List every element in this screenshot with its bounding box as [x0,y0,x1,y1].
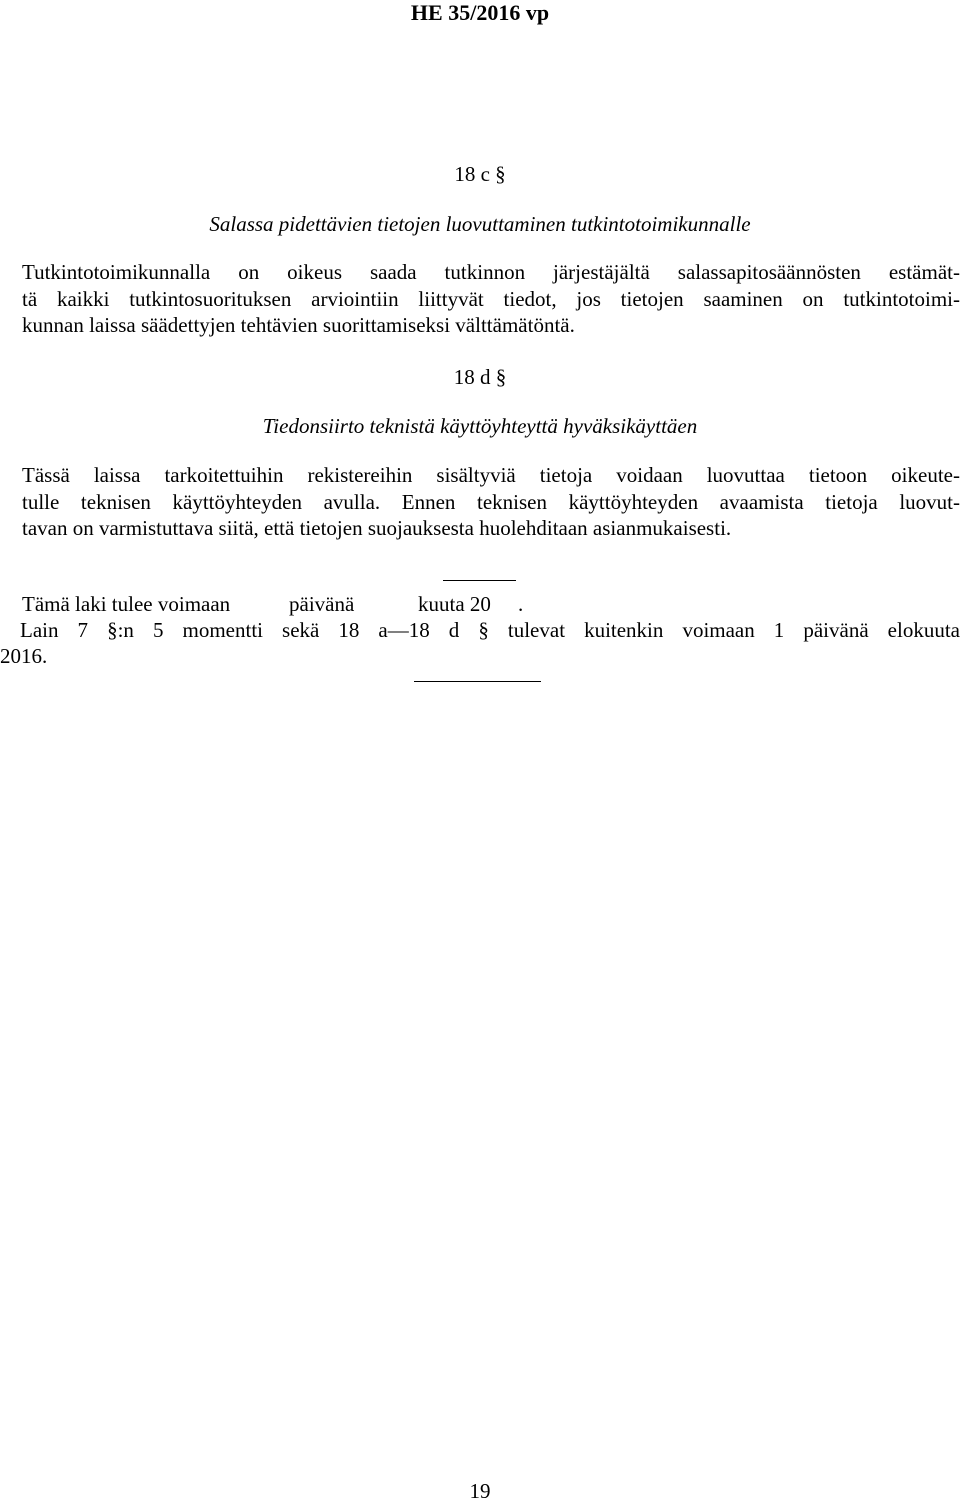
section-number: 18 d § [453,365,507,389]
paragraph-line: Tässä laissa tarkoitettuihin rekistereihin sisältyviä tietoja voidaan luovuttaa tietoon oikeute- [22,463,960,487]
paragraph-line: Lain 7 §:n 5 momentti sekä 18 a—18 d § tulevat kuitenkin voimaan 1 päivänä elokuuta [20,618,960,642]
entry-into-force-text: päivänä [289,592,355,616]
section-title: Salassa pidettävien tietojen luovuttaminen tutkintotoimikunnalle [209,212,751,236]
paragraph-line: 2016. [0,644,48,668]
section-paragraph [22,259,960,339]
paragraph-line: tä kaikki tutkintosuorituksen arviointiin liittyvät tiedot, jos tietojen saaminen on tutkintotoimi- [22,286,960,311]
end-rule [414,681,541,682]
entry-into-force-text: Tämä laki tulee voimaan [22,592,231,616]
page-number: 19 [469,1479,491,1503]
entry-into-force-paragraph [0,617,960,669]
section-number: 18 c § [454,162,506,186]
section-title: Tiedonsiirto teknistä käyttöyhteyttä hyväksikäyttäen [262,414,698,438]
section-paragraph [22,462,960,542]
document-header: HE 35/2016 vp [410,0,550,25]
entry-into-force-text: . [518,592,524,616]
paragraph-line: tulle teknisen käyttöyhteyden avulla. Ennen teknisen käyttöyhteyden avaamista tietoja luovut- [22,489,960,514]
separator-rule [443,580,516,581]
paragraph-line: kunnan laissa säädettyjen tehtävien suorittamiseksi välttämätöntä. [22,313,575,337]
paragraph-line: tavan on varmistuttava siitä, että tietojen suojauksesta huolehditaan asianmukaisesti. [22,516,732,540]
entry-into-force-text: kuuta 20 [418,592,491,616]
paragraph-line: Tutkintotoimikunnalla on oikeus saada tutkinnon järjestäjältä salassapitosäännösten estämät- [22,260,960,284]
